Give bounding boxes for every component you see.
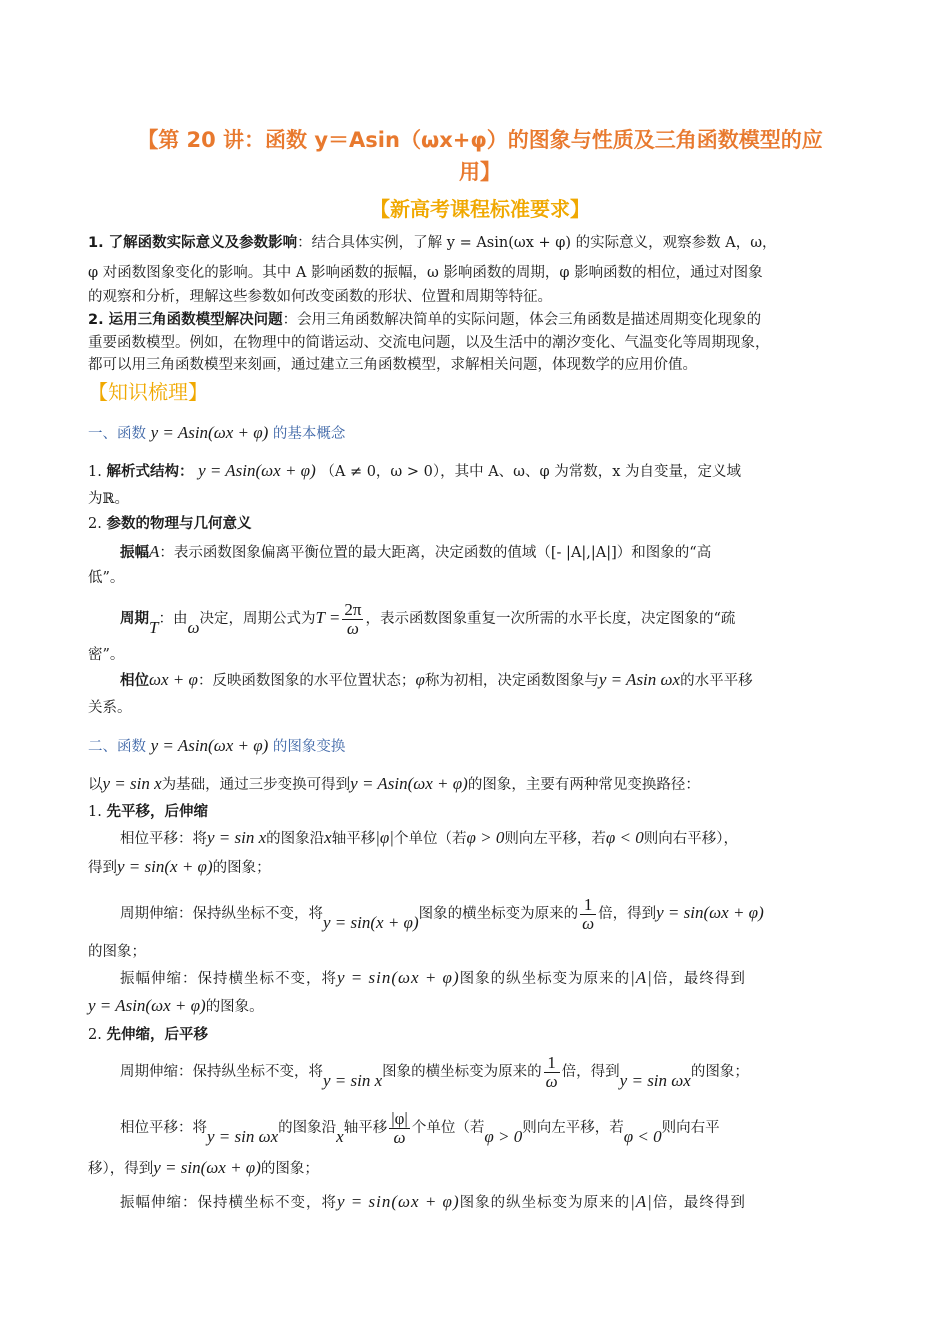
text: 则向左平移，若 [522, 1120, 624, 1136]
text: 图象的横坐标变为原来的 [418, 906, 579, 922]
denominator: ω [346, 618, 359, 638]
path-1-heading [88, 800, 866, 824]
period-cont: 密”。 [88, 647, 125, 663]
path-1-amplitude [120, 966, 866, 991]
amplitude-label: 振幅 [120, 545, 149, 561]
denominator: ω [582, 913, 595, 933]
text: 倍，得到 [561, 1064, 620, 1080]
text: 相位平移：将 [120, 1120, 207, 1136]
period-text: ：由 [158, 611, 188, 627]
item-text: （A ≠ 0，ω > 0），其中 A、ω、φ 为常数，x 为自变量，定义域 [320, 464, 742, 480]
period-formula: T = [315, 608, 341, 627]
formula: y = Asin(ωx + φ) [350, 774, 468, 793]
fraction-abs-phi-over-omega [389, 1110, 410, 1147]
numerator: 2π [344, 599, 362, 619]
title-line-1: 【第 20 讲：函数 y＝Asin（ωx+φ）的图象与性质及三角函数模型的应 [137, 128, 823, 152]
phase-text: ：反映函数图象的水平位置状态； [197, 673, 416, 689]
phase-cont: 关系。 [88, 700, 132, 716]
requirement-2-label: 2. 运用三角函数模型解决问题 [88, 312, 283, 328]
requirement-2-line-3: 都可以用三角函数模型来刻画，通过建立三角函数模型，求解相关问题，体现数学的应用价值。 [88, 357, 697, 373]
text: 倍，最终得到 [652, 971, 746, 987]
period-text: ，表示函数图象重复一次所需的水平长度，决定图象的“疏 [365, 611, 736, 627]
requirement-1-line-1 [88, 231, 866, 255]
formula: |A| [630, 968, 653, 987]
s1-item-2 [88, 512, 866, 536]
item-number: 1. [88, 804, 102, 820]
text: 振幅伸缩：保持横坐标不变，将 [120, 1195, 337, 1211]
text: 振幅伸缩：保持横坐标不变，将 [120, 971, 337, 987]
formula: |A| [630, 1192, 653, 1211]
intro-text: 以 [88, 777, 103, 793]
item-number: 2. [88, 1027, 102, 1043]
amplitude-line [120, 540, 866, 565]
section-2-heading [88, 734, 866, 759]
formula: φ < 0 [605, 828, 644, 847]
requirement-2-text: ：会用三角函数解决简单的实际问题，体会三角函数是描述周期变化现象的 [282, 312, 762, 328]
formula: y = Asin ωx [598, 670, 681, 689]
amplitude-cont: 低”。 [88, 570, 125, 586]
item-label: 参数的物理与几何意义 [106, 516, 252, 532]
path-2-shift-cont [88, 1156, 866, 1181]
formula: φ < 0 [623, 1127, 662, 1146]
item-label: 先平移，后伸缩 [106, 804, 208, 820]
fraction-1-over-omega [544, 1054, 560, 1091]
phase-var: ωx + φ [149, 670, 198, 689]
text: 则向右平移）， [643, 831, 738, 847]
text: 的图象； [212, 860, 271, 876]
formula: y = sin(ωx + φ) [337, 1192, 460, 1211]
period-line [120, 600, 866, 646]
item-label: 先伸缩，后平移 [106, 1027, 208, 1043]
requirement-1-line-3: 的观察和分析，理解这些参数如何改变函数的形状、位置和周期等特征。 [88, 289, 552, 305]
intro-text: 为基础，通过三步变换可得到 [161, 777, 351, 793]
formula: y = sin ωx [619, 1071, 691, 1090]
period-var: T [149, 618, 159, 637]
formula: φ > 0 [466, 828, 505, 847]
period-text: 决定，周期公式为 [199, 611, 316, 627]
path-1-shift-cont [88, 855, 866, 880]
s1-item-1-cont: 为ℝ。 [88, 491, 130, 507]
phase-text: 称为初相，决定函数图象与 [424, 673, 599, 689]
text: 轴平移 [343, 1120, 388, 1136]
section-1-prefix: 一、函数 [88, 426, 146, 442]
text: 周期伸缩：保持纵坐标不变，将 [120, 906, 323, 922]
text: 轴平移 [331, 831, 376, 847]
text: 的图象； [260, 1161, 319, 1177]
text: 倍，最终得到 [652, 1195, 746, 1211]
numerator: 1 [544, 1054, 560, 1073]
text: 周期伸缩：保持纵坐标不变，将 [120, 1064, 323, 1080]
section-2-formula: y = Asin(ωx + φ) [150, 736, 269, 755]
formula: |φ| [375, 828, 394, 847]
x-var: x [324, 828, 332, 847]
formula: y = sin(x + φ) [323, 913, 419, 932]
text: 的图象； [690, 1064, 749, 1080]
formula: y = sin(ωx + φ) [153, 1158, 261, 1177]
requirement-1-label: 1. 了解函数实际意义及参数影响 [88, 235, 298, 251]
text: 图象的纵坐标变为原来的 [459, 1195, 631, 1211]
numerator: 1 [580, 896, 596, 915]
requirement-1-line-2: φ 对函数图象变化的影响。其中 A 影响函数的振幅，ω 影响函数的周期，φ 影响函数的相位，通过对图象 [88, 265, 763, 281]
text: 个单位（若 [393, 831, 467, 847]
formula: y = sin(ωx + φ) [337, 968, 460, 987]
formula: y = sin ωx [207, 1127, 279, 1146]
omega-symbol: ω [187, 618, 200, 637]
denominator: ω [545, 1071, 558, 1091]
path-2-heading [88, 1023, 866, 1047]
phase-line [120, 668, 866, 693]
text: 则向左平移，若 [504, 831, 606, 847]
phase-text: 的水平平移 [680, 673, 753, 689]
text: 得到 [88, 860, 117, 876]
formula: y = Asin(ωx + φ) [88, 996, 206, 1015]
intro-text: 的图象，主要有两种常见变换路径： [467, 777, 700, 793]
formula: y = sin(x + φ) [117, 857, 213, 876]
formula: y = Asin(ωx + φ) [198, 461, 316, 480]
section-1-suffix: 的基本概念 [272, 426, 346, 442]
item-label: 解析式结构： [106, 464, 194, 480]
title-line-2: 用】 [459, 160, 501, 184]
phase-label: 相位 [120, 673, 149, 689]
path-1-stretch-cont: 的图象； [88, 944, 146, 960]
formula: φ > 0 [484, 1127, 523, 1146]
path-2-amplitude [120, 1190, 866, 1215]
formula: y = sin x [323, 1071, 383, 1090]
phi-symbol: φ [415, 670, 425, 689]
fraction-1-over-omega [580, 896, 596, 933]
text: 的图象沿 [278, 1120, 337, 1136]
text: 相位平移：将 [120, 831, 207, 847]
requirements-heading: 【新高考课程标准要求】 [370, 197, 590, 221]
requirement-1-text: ：结合具体实例，了解 y = Asin(ωx + φ) 的实际意义，观察参数 A，ω， [297, 235, 777, 251]
section-2-prefix: 二、函数 [88, 739, 146, 755]
path-1-shift [120, 826, 866, 851]
text: 的图象沿 [266, 831, 325, 847]
x-var: x [336, 1127, 344, 1146]
section-2-suffix: 的图象变换 [272, 739, 346, 755]
path-2-stretch [120, 1052, 866, 1101]
fraction-2pi-over-omega [342, 601, 363, 638]
denominator: ω [393, 1127, 406, 1147]
path-1-amplitude-cont [88, 994, 866, 1019]
text: 倍，得到 [598, 906, 657, 922]
knowledge-heading: 【知识梳理】 [88, 380, 208, 404]
text: 则向右平 [661, 1120, 720, 1136]
s1-item-1 [88, 459, 866, 484]
path-2-shift [120, 1108, 866, 1157]
requirement-2-line-2: 重要函数模型。例如，在物理中的简谐运动、交流电问题，以及生活中的潮汐变化、气温变化等周期现象， [88, 335, 770, 351]
formula: y = sin x [102, 774, 162, 793]
formula: y = sin x [207, 828, 267, 847]
text: 移），得到 [88, 1161, 154, 1177]
item-number: 2. [88, 516, 102, 532]
text: 图象的横坐标变为原来的 [382, 1064, 542, 1080]
text: 图象的纵坐标变为原来的 [459, 971, 631, 987]
path-1-stretch [120, 893, 866, 943]
amplitude-var: A [149, 542, 160, 561]
formula: y = sin(ωx + φ) [656, 903, 764, 922]
section-1-formula: y = Asin(ωx + φ) [150, 423, 269, 442]
text: 个单位（若 [411, 1120, 485, 1136]
item-number: 1. [88, 464, 102, 480]
text: 的图象。 [205, 999, 264, 1015]
numerator: |φ| [391, 1108, 408, 1128]
period-label: 周期 [120, 611, 149, 627]
requirement-2-line-1 [88, 308, 866, 332]
page-title [100, 124, 860, 188]
section-2-intro [88, 772, 866, 797]
section-1-heading [88, 421, 866, 446]
amplitude-text: ：表示函数图象偏离平衡位置的最大距离，决定函数的值域（[- |A|,|A|]）和图象的“高 [159, 545, 712, 561]
